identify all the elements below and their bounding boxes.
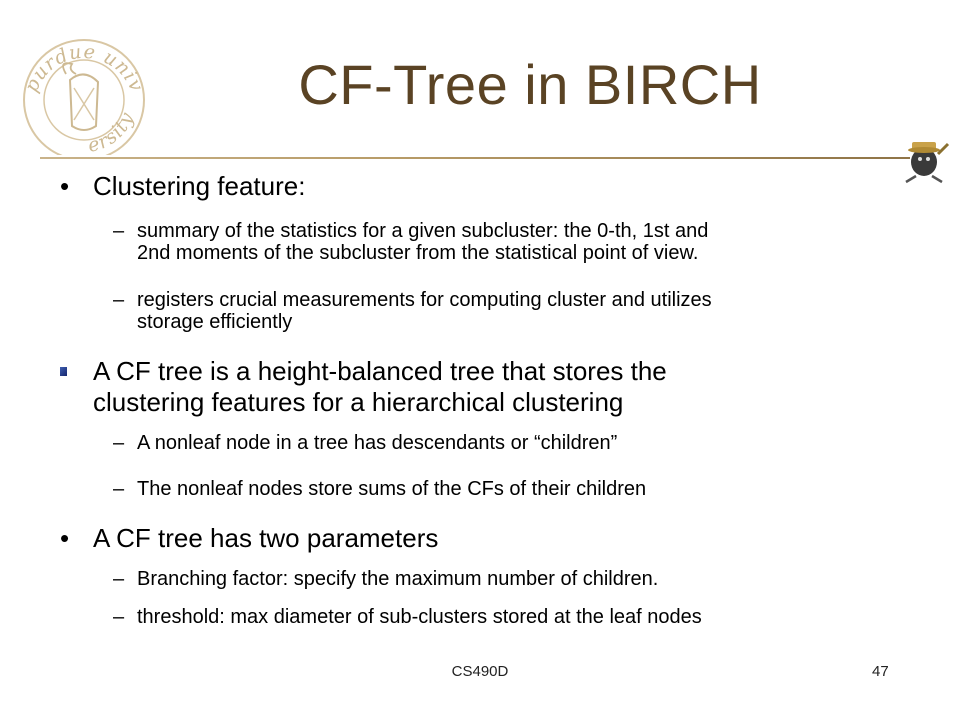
sub-bullet-dash: – bbox=[113, 606, 125, 628]
sub-bullet-dash: – bbox=[113, 568, 125, 590]
footer-page-number: 47 bbox=[872, 663, 889, 680]
sub-bullet-text: threshold: max diameter of sub-clusters stored at the leaf nodes bbox=[137, 606, 702, 628]
bullet-marker: • bbox=[60, 171, 70, 201]
bullet-text: A CF tree has two parameters bbox=[93, 523, 439, 553]
sub-bullet-text: registers crucial measurements for computing cluster and utilizes bbox=[137, 289, 712, 311]
svg-text:purdue univ: purdue univ bbox=[20, 40, 148, 96]
sub-bullet-dash: – bbox=[113, 220, 125, 242]
sub-bullet-text: A nonleaf node in a tree has descendants or “children” bbox=[137, 432, 618, 454]
square-bullet-icon bbox=[60, 367, 67, 376]
title-divider bbox=[40, 157, 910, 159]
bullet-text: clustering features for a hierarchical clustering bbox=[93, 387, 624, 417]
sub-bullet-text: The nonleaf nodes store sums of the CFs of their children bbox=[137, 478, 647, 500]
bullet-text: Clustering feature: bbox=[93, 171, 306, 201]
sub-bullet-text: Branching factor: specify the maximum number of children. bbox=[137, 568, 659, 590]
sub-bullet-dash: – bbox=[113, 289, 125, 311]
bullet-text: A CF tree is a height-balanced tree that stores the bbox=[93, 356, 667, 386]
footer-course-code: CS490D bbox=[451, 663, 509, 680]
sub-bullet-text: 2nd moments of the subcluster from the statistical point of view. bbox=[137, 242, 699, 264]
sub-bullet-dash: – bbox=[113, 432, 125, 454]
slide-title: CF-Tree in BIRCH bbox=[298, 53, 762, 116]
bullet-marker: • bbox=[60, 523, 70, 553]
sub-bullet-text: summary of the statistics for a given subcluster: the 0-th, 1st and bbox=[137, 220, 709, 242]
svg-text:ersity: ersity bbox=[85, 108, 139, 155]
sub-bullet-dash: – bbox=[113, 478, 125, 500]
sub-bullet-text: storage efficiently bbox=[137, 311, 293, 333]
